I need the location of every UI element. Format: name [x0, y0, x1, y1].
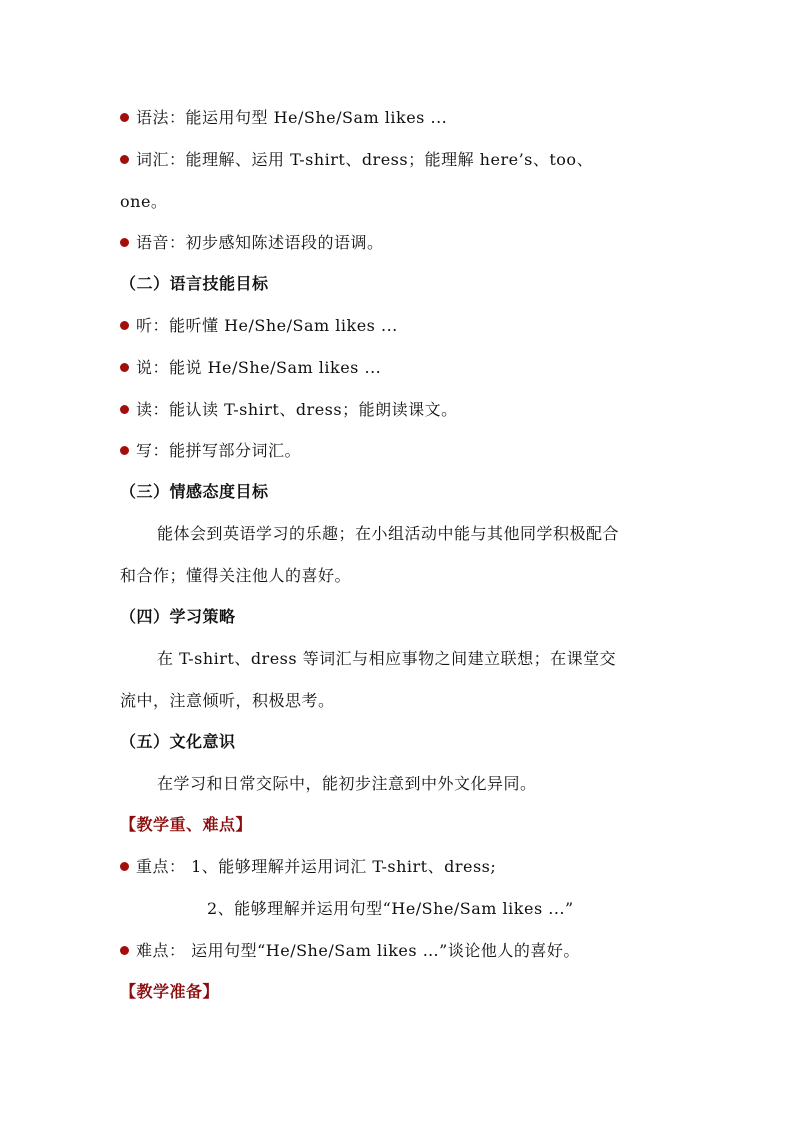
bullet-icon: [120, 405, 129, 414]
strategy-paragraph-line: 流中，注意倾听，积极思考。: [120, 691, 335, 710]
section-heading-strategy: （四）学习策略: [120, 607, 236, 626]
grammar-line: 语法：能运用句型 He/She/Sam likes ...: [120, 108, 447, 128]
vocabulary-line: 词汇：能理解、运用 T-shirt、dress；能理解 here’s、too、: [120, 150, 593, 170]
bullet-icon: [120, 321, 129, 330]
bullet-icon: [120, 363, 129, 372]
section-heading-attitude: （三）情感态度目标: [120, 482, 269, 501]
bullet-icon: [120, 238, 129, 247]
culture-paragraph: 在学习和日常交际中，能初步注意到中外文化异同。: [157, 774, 537, 793]
skill-reading: 读：能认读 T-shirt、dress；能朗读课文。: [120, 400, 458, 420]
attitude-paragraph-line: 和合作；懂得关注他人的喜好。: [120, 566, 352, 585]
key-points-title: 【教学重、难点】: [120, 815, 253, 834]
section-heading-culture: （五）文化意识: [120, 732, 236, 751]
focus-line-1: 重点： 1、能够理解并运用词汇 T-shirt、dress;: [120, 857, 496, 877]
attitude-paragraph-line: 能体会到英语学习的乐趣；在小组活动中能与其他同学积极配合: [157, 524, 620, 543]
strategy-paragraph-line: 在 T-shirt、dress 等词汇与相应事物之间建立联想；在课堂交: [157, 649, 617, 668]
phonetics-line: 语音：初步感知陈述语段的语调。: [120, 233, 384, 253]
difficulty-line: 难点： 运用句型“He/She/Sam likes …”谈论他人的喜好。: [120, 941, 580, 961]
section-heading-skills: （二）语言技能目标: [120, 274, 269, 293]
bullet-icon: [120, 446, 129, 455]
bullet-icon: [120, 862, 129, 871]
focus-line-2: 2、能够理解并运用句型“He/She/Sam likes ...”: [207, 899, 574, 918]
bullet-icon: [120, 946, 129, 955]
preparation-title: 【教学准备】: [120, 982, 220, 1001]
vocabulary-line-cont: one。: [120, 192, 168, 211]
skill-speaking: 说：能说 He/She/Sam likes ...: [120, 358, 381, 378]
bullet-icon: [120, 113, 129, 122]
bullet-icon: [120, 155, 129, 164]
skill-listening: 听：能听懂 He/She/Sam likes ...: [120, 316, 398, 336]
skill-writing: 写：能拼写部分词汇。: [120, 441, 301, 461]
